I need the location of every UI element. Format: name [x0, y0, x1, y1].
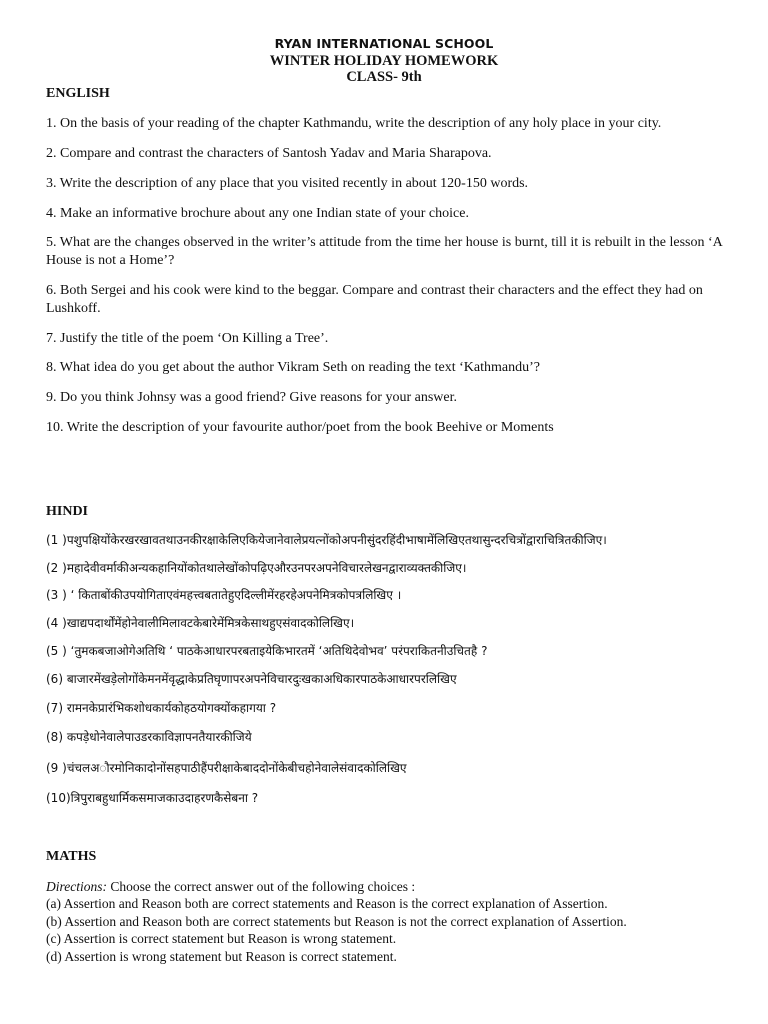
class-label: CLASS- 9th [346, 69, 422, 85]
hindi-question: (9 )चंचलअौरमोनिकादोनोंसहपाठीहैंपरीक्षाकेबाददोनोंकेबीचहोनेवालेसंवादकोलिखिए [46, 761, 407, 775]
english-question: 1. On the basis of your reading of the chapter Kathmandu, write the description of any holy place in your city. [46, 116, 662, 131]
maths-directions [46, 878, 736, 896]
hindi-question: (7) रामनकेप्रारंभिकशोधकार्यकोहठयोगक्योंकहागया ? [46, 701, 277, 715]
hindi-question: (4 )खाद्यपदार्थोंमेंहोनेवालीमिलावटकेबारेमेंमित्रकेसाथहुएसंवादकोलिखिए। [46, 616, 355, 630]
hindi-question: (3 ) ‘ किताबोंकीउपयोगिताएवंमहत्त्वबतातेहुएदिल्लीमेंरहरहेअपनेमित्रकोपत्रलिखिए । [46, 588, 402, 602]
hindi-question: (2 )महादेवीवर्माकीअन्यकहानियोंकोतथालेखोंकोपढ़िएऔरउनपरअपनेविचारलेखनद्वाराव्यक्तकीजिए। [46, 561, 467, 575]
english-question: 2. Compare and contrast the characters of Santosh Yadav and Maria Sharapova. [46, 146, 492, 161]
english-question: 8. What idea do you get about the author Vikram Seth on reading the text ‘Kathmandu’? [46, 360, 540, 375]
page-title: WINTER HOLIDAY HOMEWORK [269, 53, 499, 69]
english-question: 9. Do you think Johnsy was a good friend? Give reasons for your answer. [46, 390, 457, 405]
english-question: 6. Both Sergei and his cook were kind to the beggar. Compare and contrast their characters and the effect they had on Lushkoff. [46, 283, 703, 316]
hindi-question: (10)त्रिपुराबहुधार्मिकसमाजकाउदाहरणकैसेबना ? [46, 791, 259, 805]
english-question: 5. What are the changes observed in the writer’s attitude from the time her house is burnt, till it is rebuilt in the lesson ‘A House is not a Home’? [46, 235, 722, 268]
directions-text: Choose the correct answer out of the following choices : [107, 879, 416, 894]
hindi-question: (8) कपड़ेधोनेवालेपाउडरकाविज्ञापनतैयारकीजिये [46, 730, 252, 744]
english-heading: ENGLISH [46, 86, 110, 101]
directions-label: Directions: [46, 879, 107, 894]
maths-choice: (b) Assertion and Reason both are correct statements but Reason is not the correct explanation of Assertion. [46, 914, 627, 929]
maths-choice: (c) Assertion is correct statement but Reason is wrong statement. [46, 931, 397, 946]
maths-choice: (a) Assertion and Reason both are correct statements and Reason is the correct explanation of Assertion. [46, 896, 608, 911]
hindi-question: (6) बाजारमेंखड़ेलोगोंकेमनमेंवृद्धाकेप्रतिघृणापरअपनेविचारदुःखकाअधिकारपाठकेआधारपरलिखिए [46, 672, 457, 686]
english-question: 7. Justify the title of the poem ‘On Killing a Tree’. [46, 331, 329, 346]
english-question: 10. Write the description of your favourite author/poet from the book Beehive or Moments [46, 420, 554, 435]
hindi-question: (1 )पशुपक्षियोंकेरखरखावतथाउनकीरक्षाकेलिएकियेजानेवालेप्रयत्नोंकोअपनीसुंदरहिंदीभाषामेंलिखिएतथासुन्दरचित्रोंद्वाराचित्रितकीजिए। [46, 533, 607, 547]
hindi-heading: HINDI [46, 504, 89, 519]
maths-heading: MATHS [46, 849, 97, 864]
hindi-question: (5 ) ‘तुमकबजाओगेअतिथि ‘ पाठकेआधारपरबताइयेकिभारतमें ‘अतिथिदेवोभव’ परंपराकितनीउचितहै ? [46, 644, 488, 658]
english-question: 3. Write the description of any place that you visited recently in about 120-150 words. [46, 176, 529, 191]
school-name: RYAN INTERNATIONAL SCHOOL [274, 36, 494, 51]
english-question: 4. Make an informative brochure about any one Indian state of your choice. [46, 206, 469, 221]
maths-choice: (d) Assertion is wrong statement but Reason is correct statement. [46, 949, 397, 964]
